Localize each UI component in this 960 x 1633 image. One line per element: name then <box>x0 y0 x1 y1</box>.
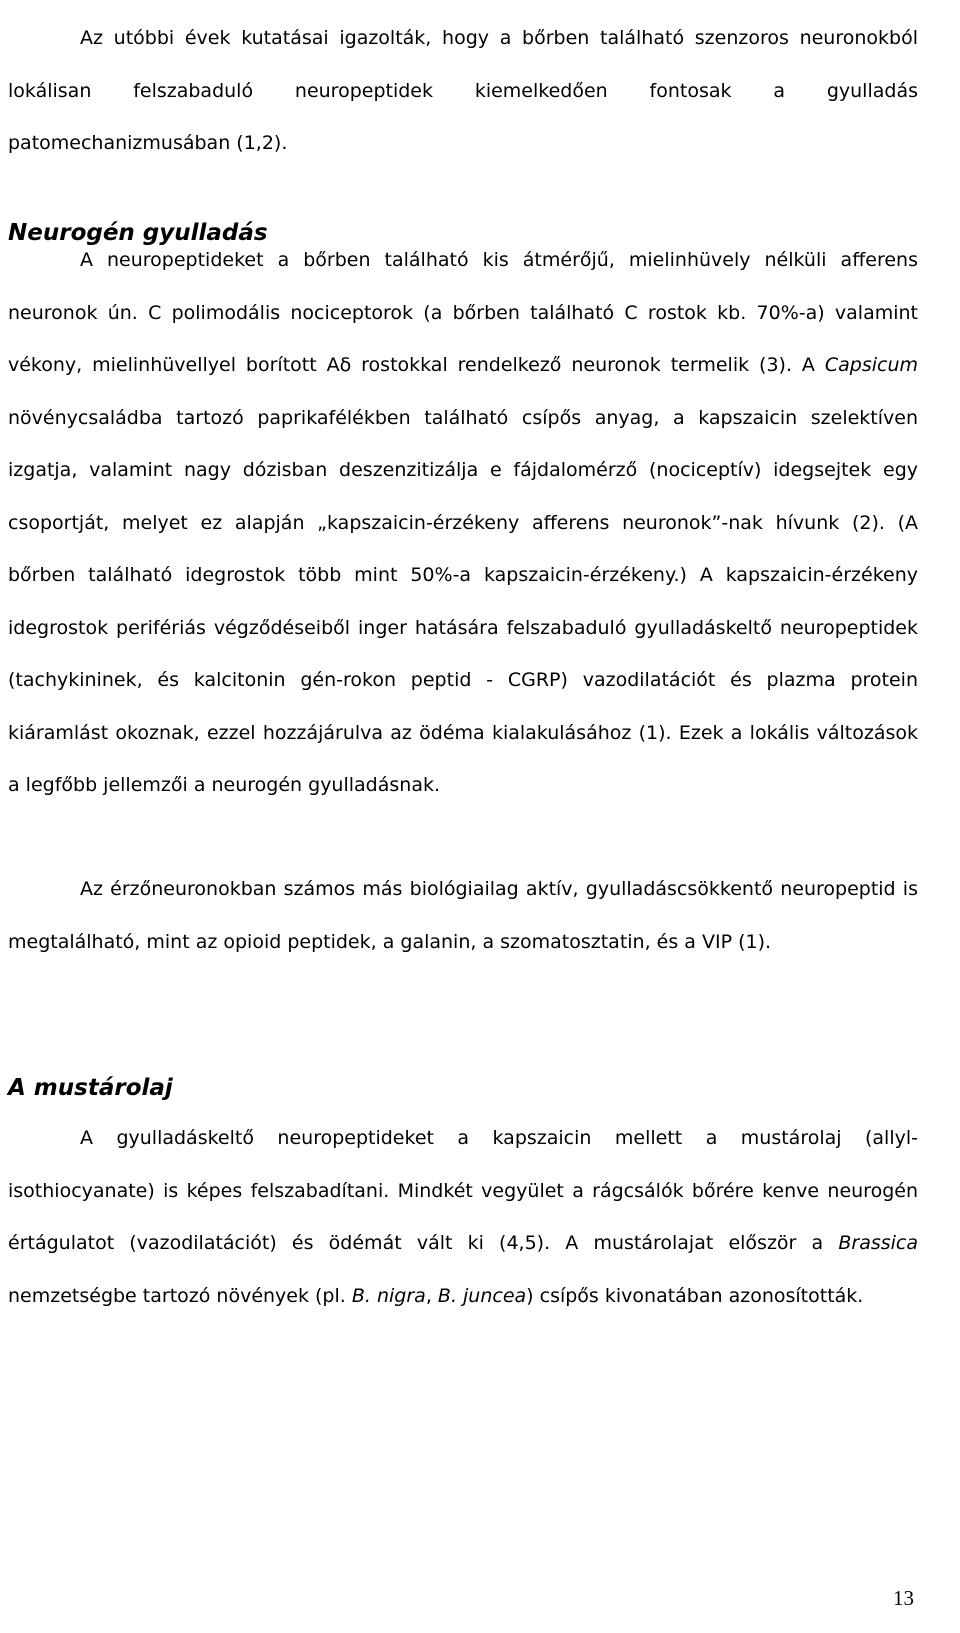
text-segment: ) csípős kivonatában azonosították. <box>526 1284 864 1307</box>
text-segment: A neuropeptideket a bőrben található kis átmérőjű, mielinhüvely nélküli afferens neuronok ún. C polimodális nociceptorok (a bőrben található C rostok kb. 70%-a) valamint vékony, mielinhüvellyel borított Aδ rostokkal rendelkező neuronok termelik (3). A <box>8 249 918 376</box>
paragraph-erzoneuronok <box>8 863 918 968</box>
text-segment: növénycsaládba tartozó paprikafélékben található csípős anyag, a kapszaicin szelektíven izgatja, valamint nagy dózisban deszenzitizálja e fájdalomérző (nociceptív) idegsejtek egy csoportját, melyet ez alapján „kapszaicin-érzékeny afferens neuronok”-nak hívunk (2). (A bőrben található idegrostok több mint 50%-a kapszaicin-érzékeny.) A kapszaicin-érzékeny idegrostok perifériás végződéseiből inger hatására felszabaduló gyulladáskeltő neuropeptidek (tachykininek, és kalcitonin gén-rokon peptid - CGRP) vazodilatációt és plazma protein kiáramlást okoznak, ezzel hozzájárulva az ödéma kialakulásához (1). Ezek a lokális változások a legfőbb jellemzői a neurogén gyulladásnak. <box>8 406 918 796</box>
text-segment: nemzetségbe tartozó növények (pl. <box>8 1284 352 1307</box>
paragraph-erzoneuronok-text: Az érzőneuronokban számos más biológiailag aktív, gyulladáscsökkentő neuropeptid is megtalálható, mint az opioid peptidek, a galanin, a szomatosztatin, és a VIP (1). <box>8 878 918 953</box>
paragraph-intro <box>8 12 918 170</box>
heading-neurogen-gyulladas: Neurogén gyulladás <box>8 220 268 246</box>
heading-mustarolaj: A mustárolaj <box>8 1075 173 1101</box>
paragraph-intro-text: Az utóbbi évek kutatásai igazolták, hogy a bőrben található szenzoros neuronokból lokálisan felszabaduló neuropeptidek kiemelkedően fontosak a gyulladás patomechanizmusában (1,2). <box>8 27 918 154</box>
paragraph-neurogen <box>8 234 918 812</box>
text-segment: A gyulladáskeltő neuropeptideket a kapszaicin mellett a mustárolaj (allyl-isothiocyanate) is képes felszabadítani. Mindkét vegyület a rágcsálók bőrére kenve neurogén értágulatot (vazodilatációt) és ödémát vált ki (4,5). A mustárolajat először a <box>8 1127 918 1254</box>
text-segment: , <box>425 1284 438 1307</box>
italic-term-capsicum: Capsicum <box>824 354 918 376</box>
italic-term-b-juncea: B. juncea <box>437 1284 527 1307</box>
page-number: 13 <box>893 1586 914 1610</box>
italic-term-b-nigra: B. nigra <box>351 1284 426 1307</box>
italic-term-brassica: Brassica <box>838 1232 918 1254</box>
paragraph-mustarolaj <box>8 1112 918 1322</box>
